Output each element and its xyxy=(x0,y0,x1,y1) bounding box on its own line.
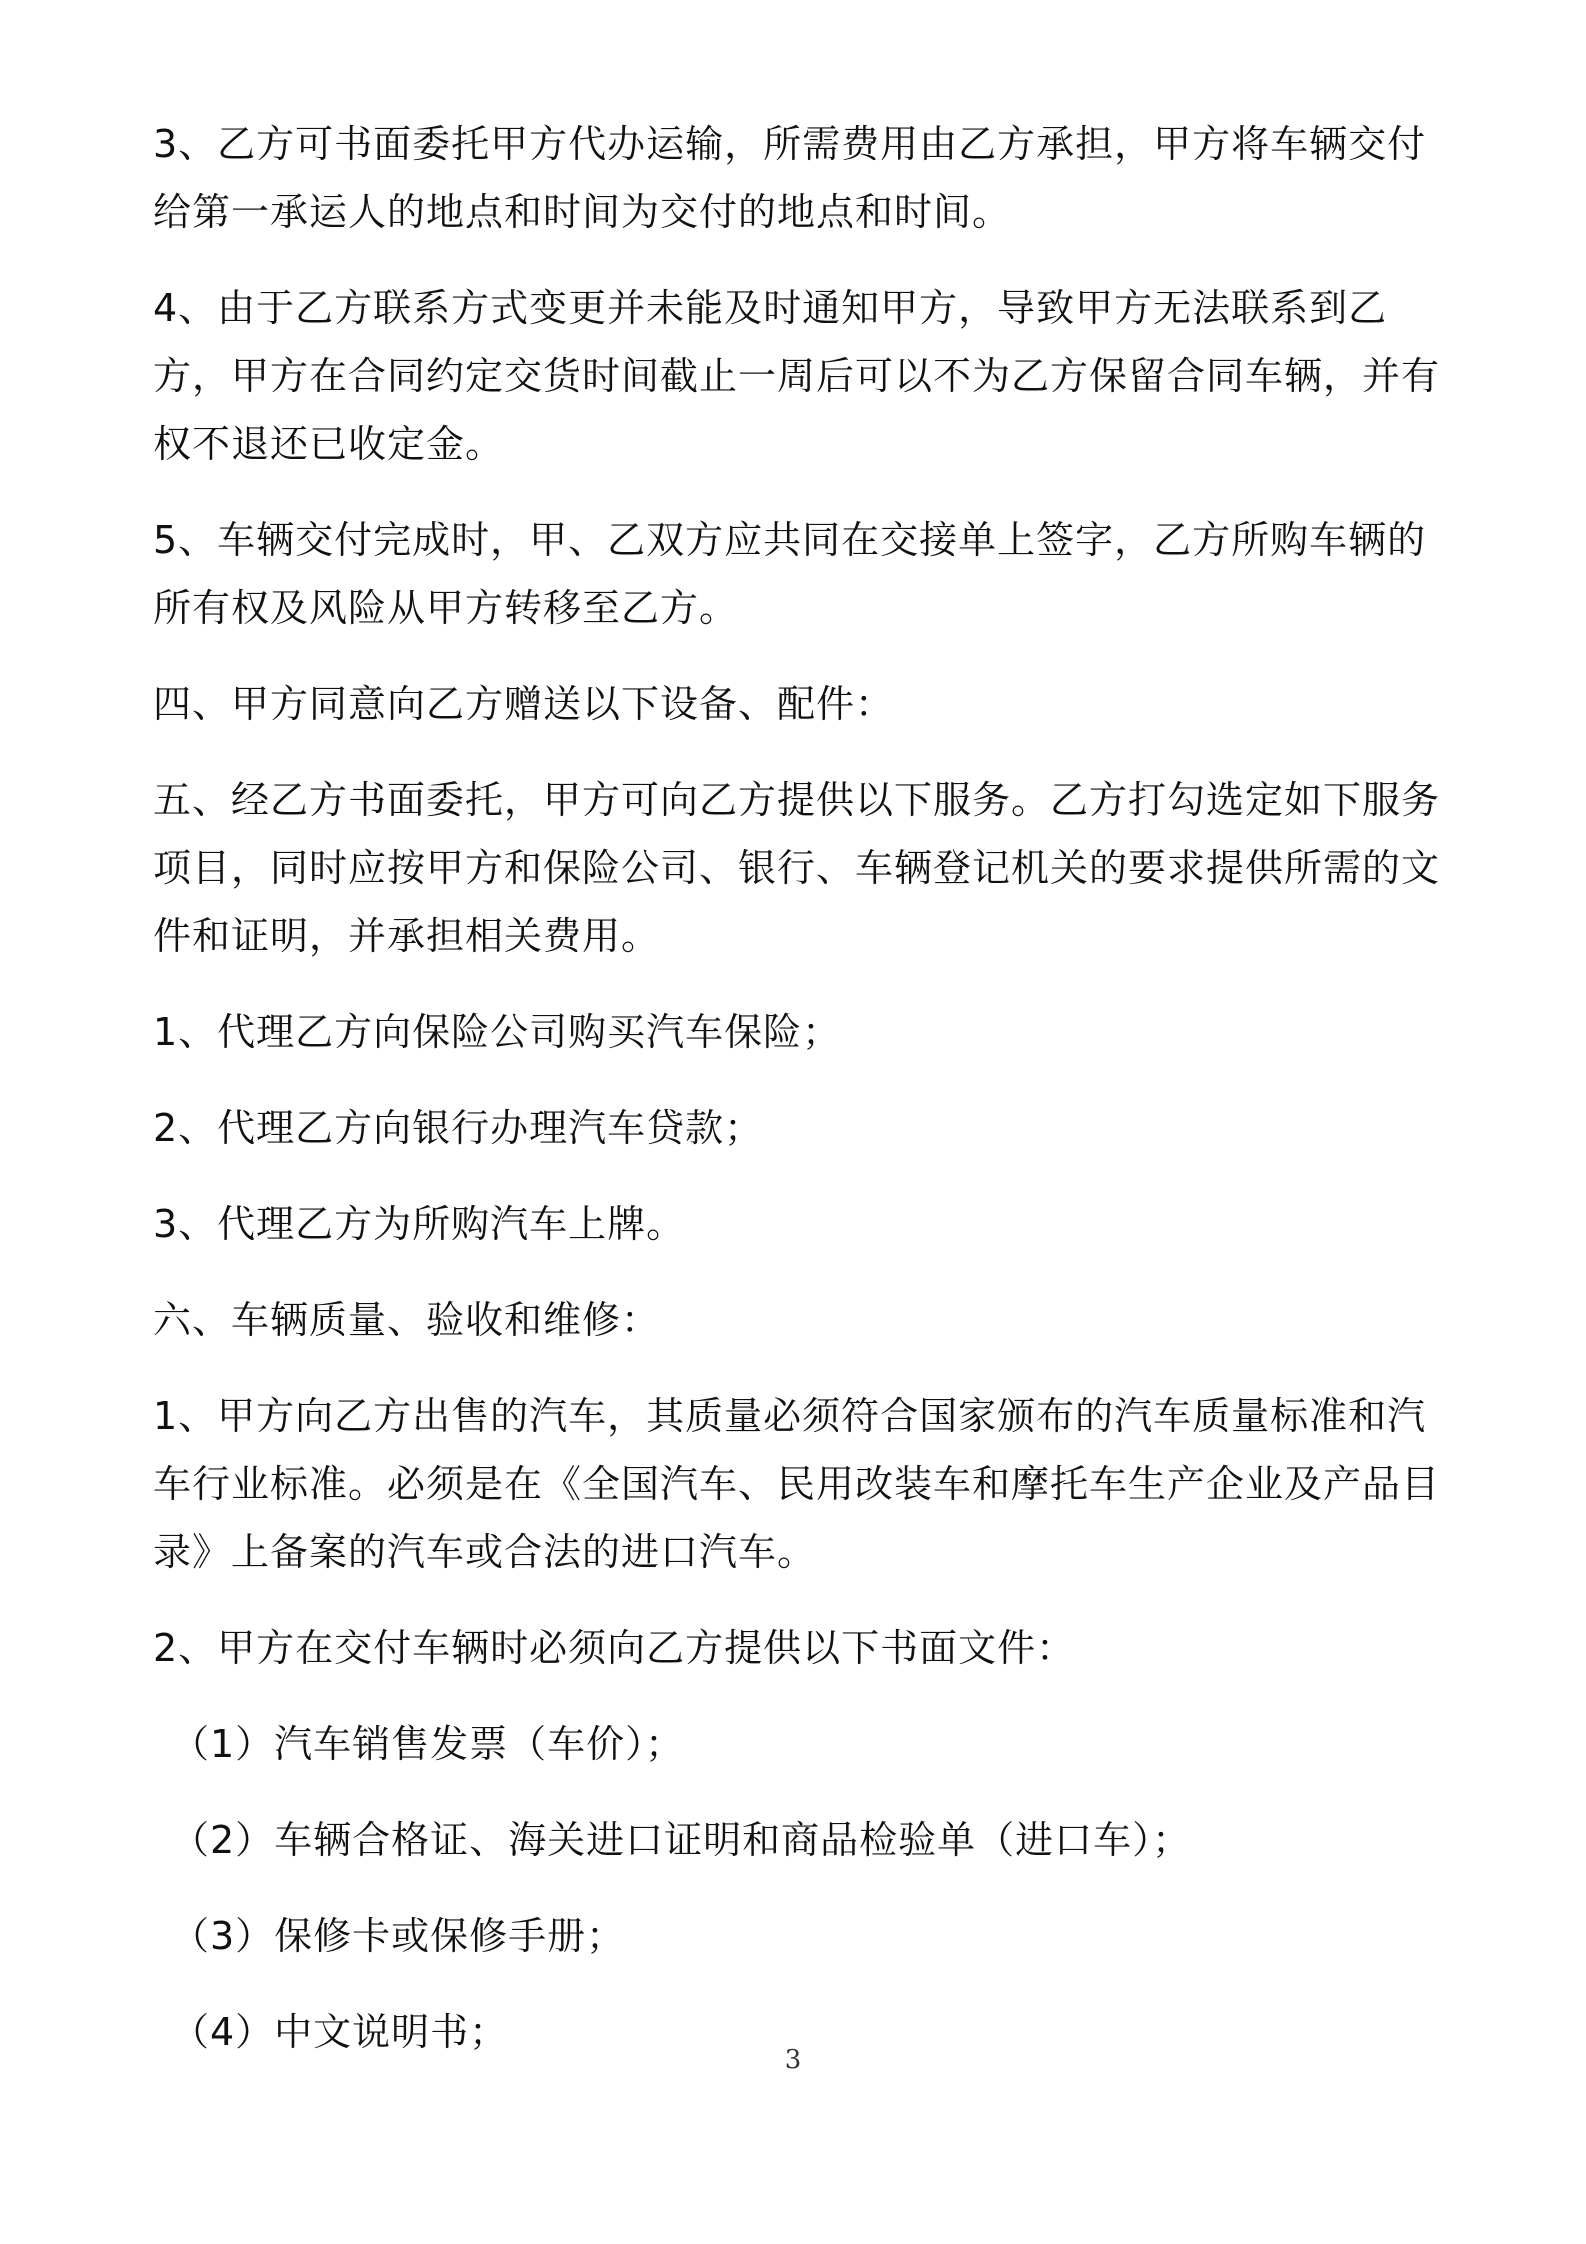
service-item-loan: 2、代理乙方向银行办理汽车贷款； xyxy=(153,1106,764,1150)
clause-3-transport: 3、乙方可书面委托甲方代办运输，所需费用由乙方承担，甲方将车辆交付给第一承运人的地点和时间为交付的地点和时间。 xyxy=(153,122,1427,234)
document-item-warranty: （3）保修卡或保修手册； xyxy=(171,1914,626,1958)
document-item-invoice: （1）汽车销售发票（车价）； xyxy=(171,1722,685,1766)
clause-5-delivery-signoff: 5、车辆交付完成时，甲、乙双方应共同在交接单上签字，乙方所购车辆的所有权及风险从甲方转移至乙方。 xyxy=(153,518,1427,630)
section-5-services-heading: 五、经乙方书面委托，甲方可向乙方提供以下服务。乙方打勾选定如下服务项目，同时应按甲方和保险公司、银行、车辆登记机关的要求提供所需的文件和证明，并承担相关费用。 xyxy=(153,778,1441,958)
section-6-quality-heading: 六、车辆质量、验收和维修： xyxy=(153,1298,661,1342)
service-item-registration: 3、代理乙方为所购汽车上牌。 xyxy=(153,1202,686,1246)
document-body xyxy=(153,110,1453,2094)
quality-clause-2: 2、甲方在交付车辆时必须向乙方提供以下书面文件： xyxy=(153,1626,1076,1670)
quality-clause-1: 1、甲方向乙方出售的汽车，其质量必须符合国家颁布的汽车质量标准和汽车行业标准。必须是在《全国汽车、民用改装车和摩托车生产企业及产品目录》上备案的汽车或合法的进口汽车。 xyxy=(153,1394,1441,1574)
service-item-insurance: 1、代理乙方向保险公司购买汽车保险； xyxy=(153,1010,842,1054)
section-4-gifts-heading: 四、甲方同意向乙方赠送以下设备、配件： xyxy=(153,682,895,726)
document-item-certificate: （2）车辆合格证、海关进口证明和商品检验单（进口车）； xyxy=(171,1818,1192,1862)
page-number: 3 xyxy=(784,2045,802,2075)
document-item-manual: （4）中文说明书； xyxy=(171,2010,509,2054)
clause-4-contact-change: 4、由于乙方联系方式变更并未能及时通知甲方，导致甲方无法联系到乙方，甲方在合同约定交货时间截止一周后可以不为乙方保留合同车辆，并有权不退还已收定金。 xyxy=(153,286,1441,466)
